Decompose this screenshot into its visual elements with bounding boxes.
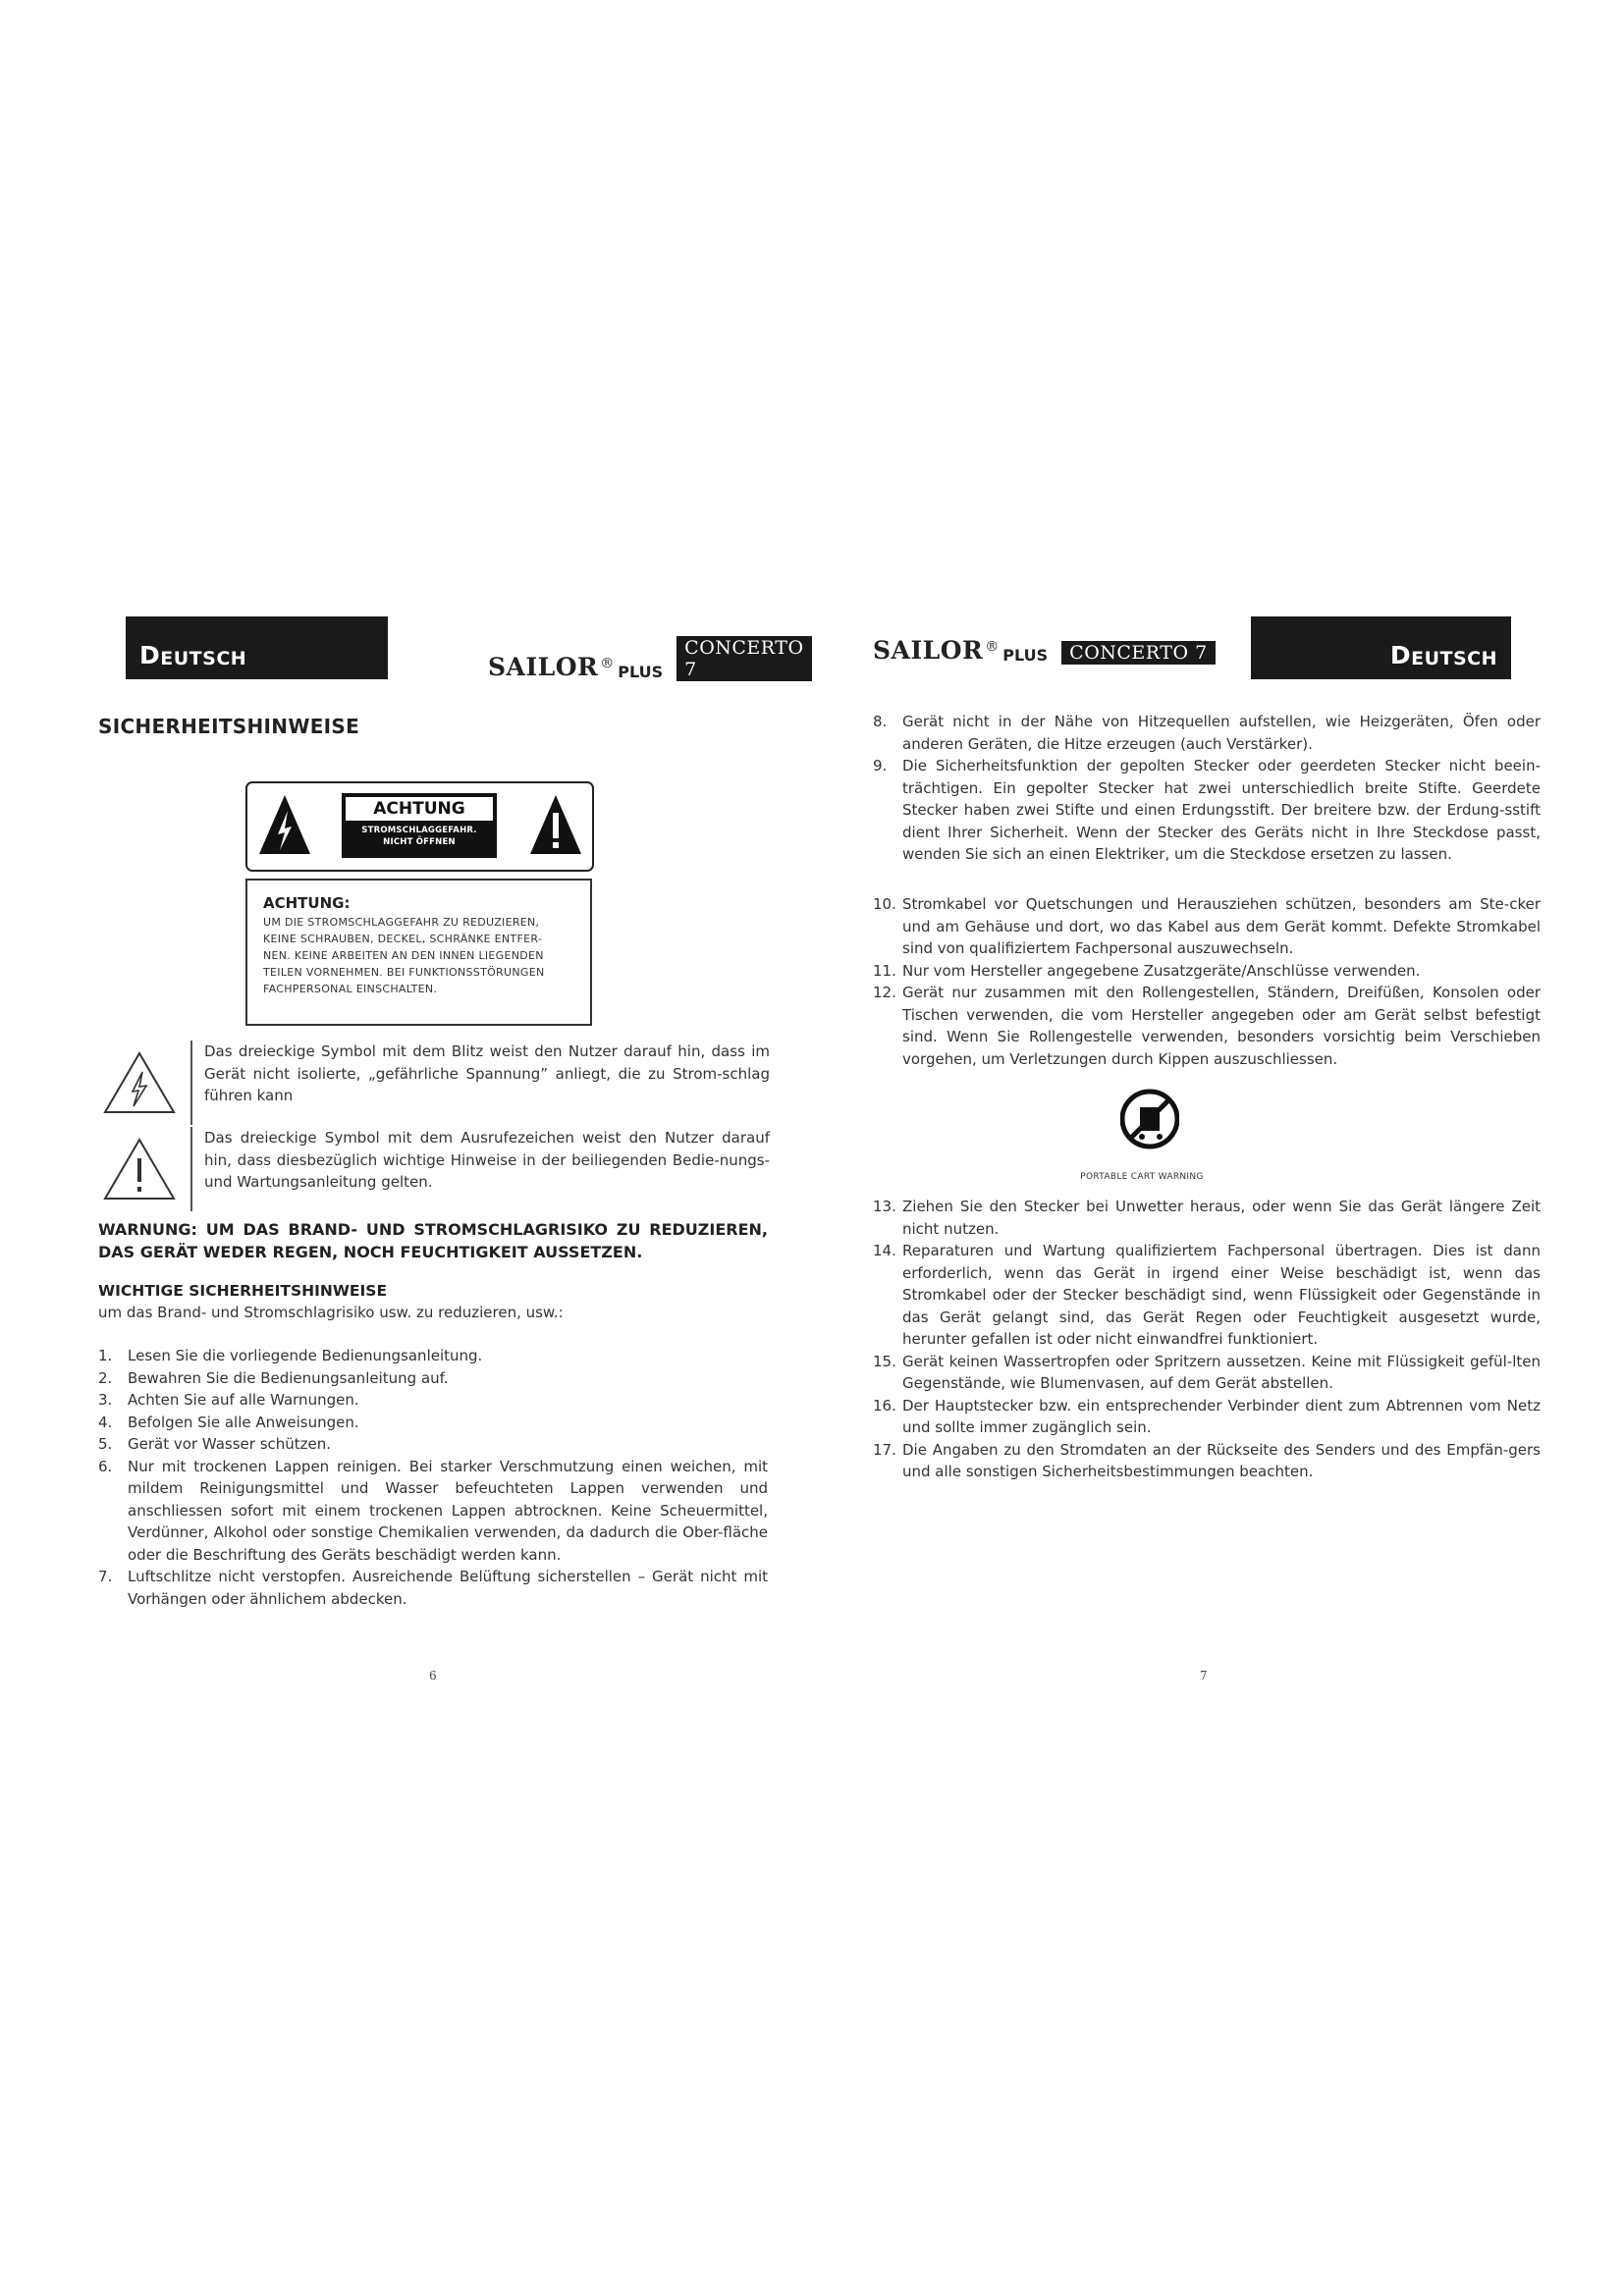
- right-page: [812, 0, 1624, 2296]
- list-text: Ziehen Sie den Stecker bei Unwetter heraus, oder wenn Sie das Gerät längere Zeit nicht nutzen.: [902, 1198, 1541, 1238]
- list-text: Gerät nur zusammen mit den Rollengestellen, Ständern, Dreifüßen, Konsolen oder Tischen verwenden, die vom Hersteller angegeben oder am Gerät selbst befestigt sind. Wenn Sie Rollengestelle verwenden, besonders vorsichtig beim Verschieben vorgehen, um Verletzungen durch Kippen auszuschliessen.: [902, 984, 1541, 1068]
- list-number: 15.: [873, 1352, 896, 1370]
- brand-logo: [488, 636, 812, 681]
- brand-name: SAILOR: [488, 653, 599, 681]
- lightning-symbol-text: Das dreieckige Symbol mit dem Blitz weist den Nutzer darauf hin, dass im Gerät nicht isolierte, „gefährliche Spannung” anliegt, die zu Strom-schlag führen kann: [204, 1042, 770, 1104]
- caution-sub-line-2: NICHT ÖFFNEN: [383, 837, 456, 847]
- list-number: 3.: [98, 1391, 113, 1409]
- divider: [190, 1127, 192, 1211]
- list-number: 12.: [873, 984, 896, 1001]
- list-number: 9.: [873, 757, 888, 774]
- language-rest: EUTSCH: [1411, 648, 1497, 669]
- list-text: Der Hauptstecker bzw. ein entsprechender Verbinder dient zum Abtrennen vom Netz und sollte immer zugänglich sein.: [902, 1396, 1541, 1436]
- exclamation-triangle-icon: [102, 1137, 177, 1201]
- caution-box-line: NEN. KEINE ARBEITEN AN DEN INNEN LIEGENDEN: [263, 949, 544, 962]
- caution-box-line: FACHPERSONAL EINSCHALTEN.: [263, 983, 438, 995]
- language-tab: [1251, 616, 1511, 679]
- brand-registered-mark: ®: [600, 656, 615, 671]
- divider: [190, 1041, 192, 1125]
- list-text: Bewahren Sie die Bedienungsanleitung auf.: [128, 1368, 449, 1387]
- list-text: Luftschlitze nicht verstopfen. Ausreichende Belüftung sicherstellen – Gerät nicht mit Vorhängen oder ähnlichem abdecken.: [128, 1568, 768, 1608]
- list-item: [98, 1433, 768, 1456]
- list-item: [873, 1395, 1541, 1439]
- list-item: [873, 1439, 1541, 1483]
- list-text: Gerät vor Wasser schützen.: [128, 1435, 332, 1453]
- list-number: 11.: [873, 961, 896, 980]
- brand-logo: [873, 636, 1216, 665]
- safety-list: [873, 893, 1541, 1070]
- list-item: [98, 1456, 768, 1567]
- list-number: 17.: [873, 1440, 896, 1459]
- cart-caption: PORTABLE CART WARNING: [1080, 1172, 1204, 1182]
- safety-list: [873, 1196, 1541, 1483]
- list-text: Lesen Sie die vorliegende Bedienungsanleitung.: [128, 1347, 483, 1364]
- list-item: [98, 1566, 768, 1610]
- important-safety-heading: WICHTIGE SICHERHEITSHINWEISE: [98, 1282, 388, 1300]
- list-text: Stromkabel vor Quetschungen und Herausziehen schützen, besonders am Ste-cker und am Gehäuse und dort, wo das Kabel aus dem Gerät kommt. Defekte Stromkabel sind von qualifiziertem Fachpersonal auszuwechseln.: [902, 895, 1541, 957]
- exclamation-warning-icon: [528, 793, 583, 856]
- brand-name: SAILOR: [873, 636, 984, 665]
- list-item: [873, 755, 1541, 866]
- list-number: 16.: [873, 1396, 896, 1415]
- list-item: [873, 711, 1541, 755]
- lightning-triangle-icon: [102, 1050, 177, 1115]
- important-safety-intro: um das Brand- und Stromschlagrisiko usw. zu reduzieren, usw.:: [98, 1304, 564, 1321]
- caution-box-line: TEILEN VORNEHMEN. BEI FUNKTIONSSTÖRUNGEN: [263, 966, 545, 979]
- list-text: Reparaturen und Wartung qualifiziertem Fachpersonal übertragen. Dies ist dann erforderlich, wenn das Gerät in irgend einer Weise beschädigt ist, wenn das Stromkabel oder der Stecker beschädigt sind, wenn Flüssigkeit oder Gegenstände in das Gerät gelangt sind, das Gerät Regen oder Feuchtigkeit ausgesetzt wurde, herunter gefallen ist oder nicht einwandfrei funktioniert.: [902, 1242, 1541, 1348]
- caution-panel: [245, 781, 594, 872]
- language-initial: D: [1389, 641, 1412, 669]
- list-item: [98, 1389, 768, 1412]
- exclamation-symbol-text: Das dreieckige Symbol mit dem Ausrufezeichen weist den Nutzer darauf hin, dass diesbezüglich wichtige Hinweise in der beiliegenden Bedie-nungs- und Wartungsanleitung gelten.: [204, 1129, 770, 1191]
- page-number: 6: [429, 1669, 437, 1682]
- list-item: [873, 960, 1541, 983]
- list-item: [873, 893, 1541, 960]
- list-item: [98, 1412, 768, 1434]
- fire-shock-warning: WARNUNG: UM DAS BRAND- UND STROMSCHLAGRISIKO ZU REDUZIEREN, DAS GERÄT WEDER REGEN, NOCH FEUCHTIGKEIT AUSSETZEN.: [98, 1220, 768, 1261]
- lightning-warning-icon: [257, 793, 312, 856]
- list-number: 8.: [873, 713, 888, 730]
- list-number: 10.: [873, 895, 896, 913]
- caution-banner: ACHTUNG: [346, 797, 493, 821]
- list-item: [873, 982, 1541, 1070]
- brand-plus: PLUS: [1002, 646, 1049, 665]
- list-number: 4.: [98, 1413, 113, 1431]
- list-text: Gerät nicht in der Nähe von Hitzequellen aufstellen, wie Heizgeräten, Öfen oder anderen Geräten, die Hitze erzeugen (auch Verstärker).: [902, 713, 1541, 753]
- list-item: [98, 1345, 768, 1367]
- caution-box-line: KEINE SCHRAUBEN, DECKEL, SCHRÄNKE ENTFER-: [263, 933, 543, 945]
- language-tab: [126, 616, 388, 679]
- list-number: 14.: [873, 1242, 896, 1259]
- brand-plus: PLUS: [618, 663, 664, 681]
- caution-box-line: UM DIE STROMSCHLAGGEFAHR ZU REDUZIEREN,: [263, 916, 540, 929]
- page-number: 7: [1200, 1669, 1208, 1682]
- list-item: [873, 1351, 1541, 1395]
- safety-list: [873, 711, 1541, 866]
- caution-label: [342, 793, 497, 858]
- list-text: Die Sicherheitsfunktion der gepolten Stecker oder geerdeten Stecker nicht beein-trächtigen. Ein gepolter Stecker hat zwei unterschiedlich breite Stifte. Geerdete Stecker haben zwei Stifte und einen Erdungsstift. Der breitere bzw. der Erdung-sstift dient Ihrer Sicherheit. Wenn der Stecker des Geräts nicht in Ihre Steckdose passt, wenden Sie sich an einen Elektriker, um die Steckdose ersetzen zu lassen.: [902, 757, 1541, 863]
- list-number: 7.: [98, 1568, 113, 1585]
- safety-list: [98, 1345, 768, 1610]
- brand-model: CONCERTO 7: [677, 636, 812, 681]
- language-rest: EUTSCH: [160, 648, 247, 669]
- brand-model: CONCERTO 7: [1061, 641, 1216, 665]
- list-text: Gerät keinen Wassertropfen oder Spritzern aussetzen. Keine mit Flüssigkeit gefül-lten Gegenstände, wie Blumenvasen, auf dem Gerät abstellen.: [902, 1352, 1541, 1392]
- list-number: 1.: [98, 1347, 113, 1364]
- list-item: [98, 1367, 768, 1390]
- caution-box-heading: ACHTUNG:: [263, 894, 351, 912]
- list-text: Befolgen Sie alle Anweisungen.: [128, 1413, 359, 1431]
- list-text: Nur mit trockenen Lappen reinigen. Bei starker Verschmutzung einen weichen, mit mildem Reinigungsmittel und Wasser befeuchteten Lappen verwenden und anschliessen sofort mit einem trockenen Lappen abtrocknen. Keine Scheuermittel, Verdünner, Alkohol oder sonstige Chemikalien verwenden, da dadurch die Ober-fläche oder die Beschriftung des Geräts beschädigt werden kann.: [128, 1457, 768, 1564]
- list-item: [873, 1240, 1541, 1351]
- brand-registered-mark: ®: [985, 639, 1000, 655]
- caution-text-box: [245, 879, 592, 1026]
- list-item: [873, 1196, 1541, 1240]
- list-number: 5.: [98, 1435, 113, 1453]
- list-text: Achten Sie auf alle Warnungen.: [128, 1391, 359, 1409]
- caution-sub-line-1: STROMSCHLAGGEFAHR.: [361, 826, 477, 835]
- language-initial: D: [139, 641, 161, 669]
- section-title: SICHERHEITSHINWEISE: [98, 715, 360, 738]
- list-number: 13.: [873, 1198, 896, 1215]
- list-number: 6.: [98, 1457, 113, 1475]
- list-text: Die Angaben zu den Stromdaten an der Rückseite des Senders und des Empfän-gers und alle sonstigen Sicherheitsbestimmungen beachten.: [902, 1440, 1541, 1480]
- list-number: 2.: [98, 1368, 113, 1387]
- portable-cart-warning-icon: [1120, 1088, 1179, 1162]
- list-text: Nur vom Hersteller angegebene Zusatzgeräte/Anschlüsse verwenden.: [902, 961, 1421, 980]
